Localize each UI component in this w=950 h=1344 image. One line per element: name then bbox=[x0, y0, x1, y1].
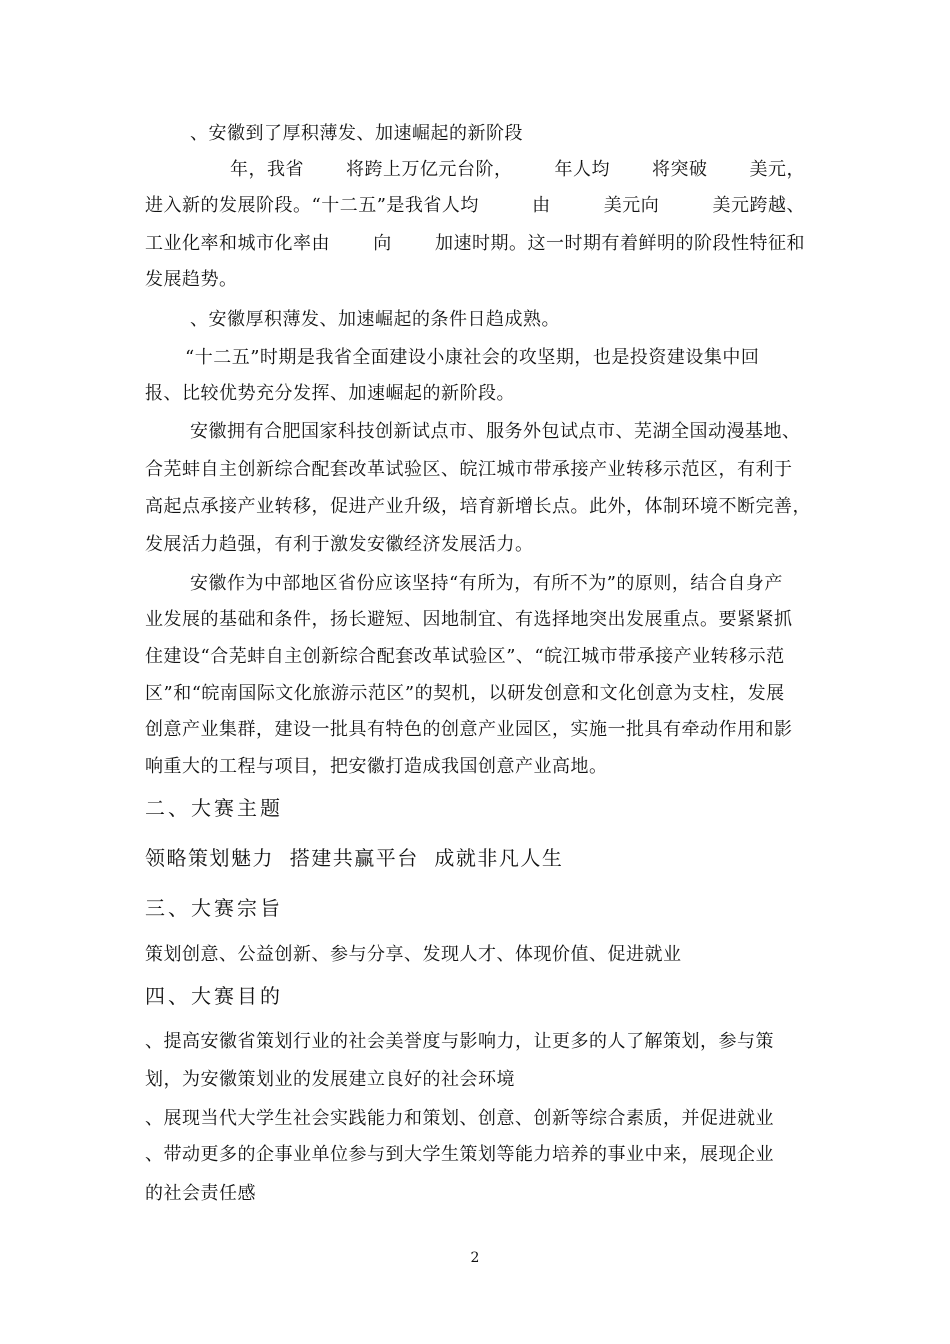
paragraph-line: 响重大的工程与项目，把安徽打造成我国创意产业高地。 bbox=[145, 756, 608, 777]
purpose-text: 策划创意、公益创新、参与分享、发现人才、体现价值、促进就业 bbox=[145, 944, 682, 965]
paragraph-line: 区”和“皖南国际文化旅游示范区”的契机，以研发创意和文化创意为支柱，发展 bbox=[145, 683, 785, 704]
goal-item: 、带动更多的企事业单位参与到大学生策划等能力培养的事业中来，展现企业 bbox=[145, 1144, 774, 1165]
paragraph-line: 创意产业集群，建设一批具有特色的创意产业园区，实施一批具有牵动作用和影 bbox=[145, 719, 793, 740]
subheading-stage: 、安徽到了厚积薄发、加速崛起的新阶段 bbox=[190, 123, 523, 144]
theme-text: 领略策划魅力 搭建共赢平台 成就非凡人生 bbox=[145, 846, 564, 870]
goal-item: 、展现当代大学生社会实践能力和策划、创意、创新等综合素质，并促进就业 bbox=[145, 1108, 774, 1129]
paragraph-line: 合芜蚌自主创新综合配套改革试验区、皖江城市带承接产业转移示范区，有利于 bbox=[145, 459, 793, 480]
page-number: 2 bbox=[470, 1250, 480, 1266]
paragraph-line: 业发展的基础和条件，扬长避短、因地制宜、有选择地突出发展重点。要紧紧抓 bbox=[145, 609, 793, 630]
paragraph-line: 发展趋势。 bbox=[145, 269, 238, 290]
section-heading-goals: 四、大赛目的 bbox=[145, 984, 283, 1008]
paragraph-line: 发展活力趋强，有利于激发安徽经济发展活力。 bbox=[145, 534, 534, 555]
goal-item: 、提高安徽省策划行业的社会美誉度与影响力，让更多的人了解策划，参与策 bbox=[145, 1031, 774, 1052]
paragraph-line: “十二五”时期是我省全面建设小康社会的攻坚期，也是投资建设集中回 bbox=[185, 347, 760, 368]
paragraph-line: 住建设“合芜蚌自主创新综合配套改革试验区”、“皖江城市带承接产业转移示范 bbox=[145, 646, 785, 667]
section-heading-theme: 二、大赛主题 bbox=[145, 796, 283, 820]
goal-item: 划，为安徽策划业的发展建立良好的社会环境 bbox=[145, 1069, 515, 1090]
subheading-conditions: 、安徽厚积薄发、加速崛起的条件日趋成熟。 bbox=[190, 309, 560, 330]
paragraph-line: 进入新的发展阶段。“十二五”是我省人均 由 美元向 美元跨越、 bbox=[145, 195, 805, 216]
paragraph-line: 高起点承接产业转移，促进产业升级，培育新增长点。此外，体制环境不断完善， bbox=[145, 496, 811, 517]
paragraph-line: 年，我省 将跨上万亿元台阶， 年人均 将突破 美元， bbox=[230, 159, 805, 180]
paragraph-line: 工业化率和城市化率由 向 加速时期。这一时期有着鲜明的阶段性特征和 bbox=[145, 233, 805, 254]
paragraph-line: 安徽作为中部地区省份应该坚持“有所为，有所不为”的原则，结合自身产 bbox=[190, 573, 783, 594]
section-heading-purpose: 三、大赛宗旨 bbox=[145, 896, 283, 920]
paragraph-line: 安徽拥有合肥国家科技创新试点市、服务外包试点市、芜湖全国动漫基地、 bbox=[190, 421, 801, 442]
paragraph-line: 报、比较优势充分发挥、加速崛起的新阶段。 bbox=[145, 383, 515, 404]
goal-item: 的社会责任感 bbox=[145, 1183, 256, 1204]
